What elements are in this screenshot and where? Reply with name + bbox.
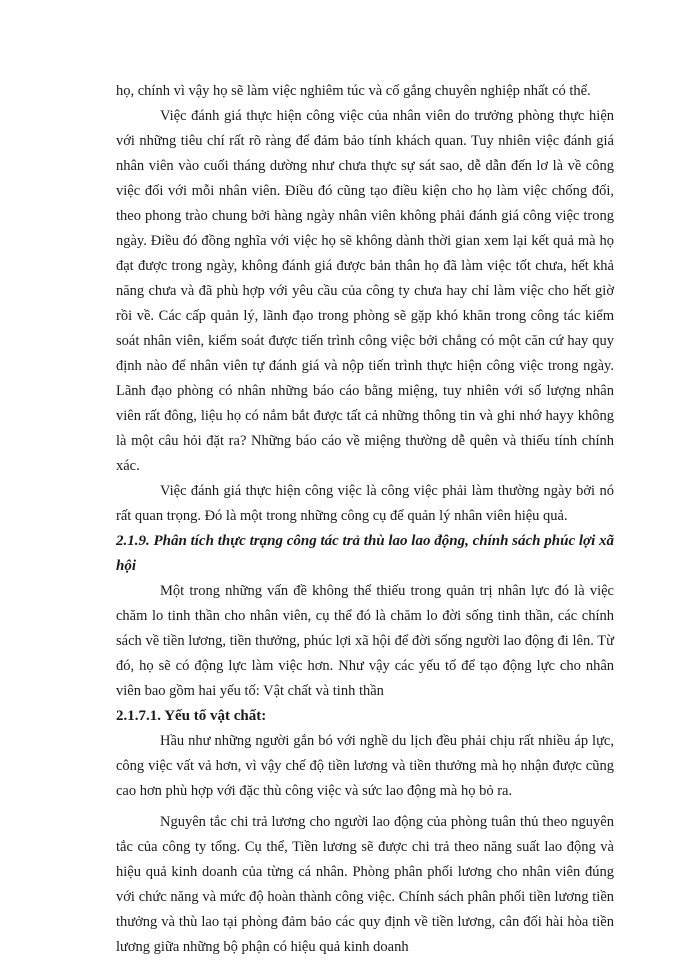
paragraph-salary-principle: Nguyên tắc chi trả lương cho người lao động của phòng tuân thủ theo nguyên tắc của công ty tổng. Cụ thể, Tiền lương sẽ được chi trả theo năng suất lao động và hiệu quả kinh doanh của từng cá nhân. Phòng phân phối lương cho nhân viên đúng với chức năng và mức độ hoàn thành công việc. Chính sách phân phối tiền lương tiền thưởng và thù lao tại phòng đảm bảo các quy định về tiền lương, cân đối hài hòa tiền lương giữa những bộ phận có hiệu quả kinh doanh — [116, 814, 614, 955]
paragraph-evaluation: Việc đánh giá thực hiện công việc của nhân viên do trưởng phòng thực hiện với những tiêu chí rất rõ ràng để đảm bảo tính khách quan. Tuy nhiên việc đánh giá nhân viên vào cuối tháng dường như chưa thực sự sát sao, dễ dẫn đến lơ là về công việc đối với mỗi nhân viên. Điều đó cũng tạo điều kiện cho họ làm việc chống đối, theo phong trào chung bởi hàng ngày nhân viên không phải đánh giá công việc trong ngày. Điều đó đồng nghĩa với việc họ sẽ không dành thời gian xem lại kết quả mà họ đạt được trong ngày, không đánh giá được bản thân họ đã làm việc tốt chưa, hết khả năng chưa và đã phù hợp với yêu cầu của công ty chưa hay chỉ làm việc cho hết giờ rồi về. Các cấp quản lý, lãnh đạo trong phòng sẽ gặp khó khăn trong công tác kiểm soát nhân viên, kiểm soát được tiến trình công việc bởi chẳng có một căn cứ hay quy định nào để nhân viên tự đánh giá và nộp tiến trình thực hiện công việc trong ngày. Lãnh đạo phòng có nhân những báo cáo bằng miệng, tuy nhiên với số lượng nhân viên rất đông, liệu họ có nắm bắt được tất cả những thông tin và ghi nhớ hayy không là một câu hỏi đặt ra? Những báo cáo về miệng thường dễ quên và thiếu tính chính xác. — [116, 108, 614, 474]
document-body — [116, 79, 614, 960]
paragraph-continuation: họ, chính vì vậy họ sẽ làm việc nghiêm túc và cố gắng chuyên nghiệp nhất có thể. — [116, 83, 591, 99]
section-heading-2-1-7-1: 2.1.7.1. Yếu tố vật chất: — [116, 708, 267, 724]
section-heading-2-1-9: 2.1.9. Phân tích thực trạng công tác trả thù lao lao động, chính sách phúc lợi xã hội — [116, 533, 614, 574]
paragraph-evaluation-summary: Việc đánh giá thực hiện công việc là công việc phải làm thường ngày bởi nó rất quan trọng. Đó là một trong những công cụ để quản lý nhân viên hiệu quả. — [116, 483, 614, 524]
paragraph-motivation: Một trong những vấn đề không thể thiếu trong quản trị nhân lực đó là việc chăm lo tinh thần cho nhân viên, cụ thể đó là chăm lo đời sống tinh thần, các chính sách về tiền lương, tiền thưởng, phúc lợi xã hội để đời sống người lao động đi lên. Từ đó, họ sẽ có động lực làm việc hơn. Như vậy các yếu tố để tạo động lực cho nhân viên bao gồm hai yếu tố: Vật chất và tinh thần — [116, 583, 614, 699]
paragraph-material-factor: Hầu như những người gắn bó với nghề du lịch đều phải chịu rất nhiều áp lực, công việc vất vả hơn, vì vậy chế độ tiền lương và tiền thưởng mà họ nhận được cũng cao hơn phù hợp với đặc thù công việc và sức lao động mà họ bỏ ra. — [116, 733, 614, 799]
